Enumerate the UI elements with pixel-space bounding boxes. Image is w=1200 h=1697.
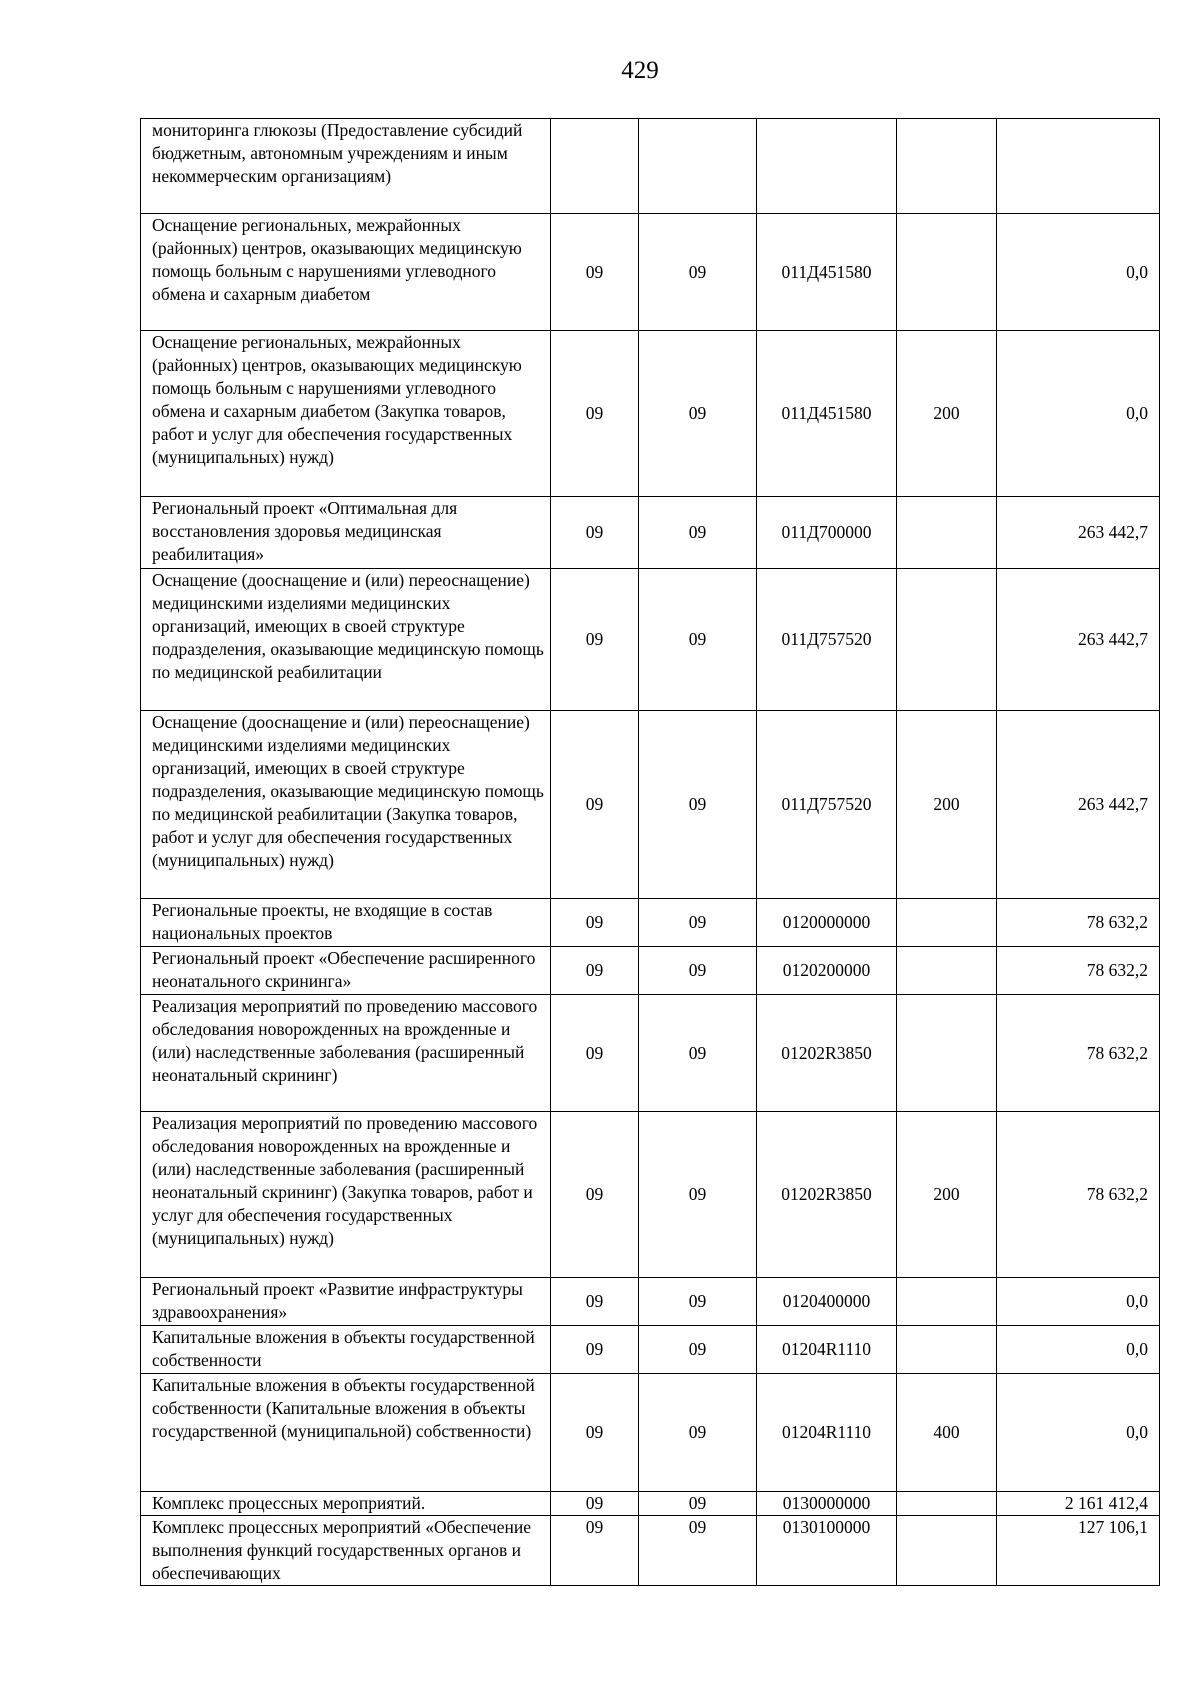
row-subsection: 09 [639, 497, 757, 569]
row-name: Оснащение региональных, межрайонных (районных) центров, оказывающих медицинскую помощь больным с нарушениями углеводного обмена и сахарным диабетом [141, 214, 551, 331]
row-subsection: 09 [639, 995, 757, 1112]
row-expense-type [897, 995, 997, 1112]
table-row [141, 899, 1160, 947]
table-row [141, 331, 1160, 497]
table-row [141, 947, 1160, 995]
row-sum: 0,0 [997, 1374, 1160, 1492]
table-row [141, 214, 1160, 331]
row-expense-type [897, 1492, 997, 1516]
row-name: Капитальные вложения в объекты государственной собственности [141, 1326, 551, 1374]
row-section: 09 [551, 1516, 639, 1586]
row-sum: 78 632,2 [997, 899, 1160, 947]
row-sum: 78 632,2 [997, 947, 1160, 995]
row-sum: 0,0 [997, 214, 1160, 331]
row-expense-type [897, 497, 997, 569]
table-row [141, 497, 1160, 569]
row-expense-type: 200 [897, 1112, 997, 1278]
table-row [141, 711, 1160, 899]
row-target-article: 011Д757520 [757, 711, 897, 899]
row-subsection: 09 [639, 569, 757, 711]
row-sum: 0,0 [997, 1326, 1160, 1374]
row-expense-type [897, 899, 997, 947]
row-subsection: 09 [639, 899, 757, 947]
row-sum: 2 161 412,4 [997, 1492, 1160, 1516]
row-target-article: 01202R3850 [757, 995, 897, 1112]
row-subsection: 09 [639, 947, 757, 995]
row-sum: 127 106,1 [997, 1516, 1160, 1586]
row-expense-type [897, 119, 997, 214]
row-subsection: 09 [639, 1112, 757, 1278]
row-target-article: 0120000000 [757, 899, 897, 947]
table-row [141, 1326, 1160, 1374]
row-section: 09 [551, 1492, 639, 1516]
row-target-article: 0120400000 [757, 1278, 897, 1326]
table-row [141, 1374, 1160, 1492]
row-section: 09 [551, 569, 639, 711]
row-name: Реализация мероприятий по проведению массового обследования новорожденных на врожденные и (или) наследственные заболевания (расширенный неонатальный скрининг) (Закупка товаров, работ и услуг для обеспечения государственных (муниципальных) нужд) [141, 1112, 551, 1278]
row-target-article: 011Д451580 [757, 331, 897, 497]
row-name: мониторинга глюкозы (Предоставление субсидий бюджетным, автономным учреждениям и иным некоммерческим организациям) [141, 119, 551, 214]
row-subsection: 09 [639, 1492, 757, 1516]
row-sum: 78 632,2 [997, 995, 1160, 1112]
row-name: Оснащение региональных, межрайонных (районных) центров, оказывающих медицинскую помощь больным с нарушениями углеводного обмена и сахарным диабетом (Закупка товаров, работ и услуг для обеспечения государственных (муниципальных) нужд) [141, 331, 551, 497]
row-section [551, 119, 639, 214]
row-section: 09 [551, 1326, 639, 1374]
row-expense-type: 200 [897, 331, 997, 497]
row-subsection: 09 [639, 331, 757, 497]
page-number: 429 [621, 57, 659, 84]
row-subsection: 09 [639, 1326, 757, 1374]
row-section: 09 [551, 899, 639, 947]
row-section: 09 [551, 331, 639, 497]
row-section: 09 [551, 995, 639, 1112]
row-target-article [757, 119, 897, 214]
row-target-article: 01204R1110 [757, 1326, 897, 1374]
row-target-article: 01204R1110 [757, 1374, 897, 1492]
row-sum: 263 442,7 [997, 497, 1160, 569]
row-section: 09 [551, 1112, 639, 1278]
row-section: 09 [551, 1278, 639, 1326]
row-expense-type [897, 947, 997, 995]
row-subsection: 09 [639, 1374, 757, 1492]
row-expense-type [897, 1278, 997, 1326]
table-row [141, 1516, 1160, 1586]
row-target-article: 0130000000 [757, 1492, 897, 1516]
row-name: Региональные проекты, не входящие в состав национальных проектов [141, 899, 551, 947]
row-section: 09 [551, 214, 639, 331]
row-name: Комплекс процессных мероприятий «Обеспечение выполнения функций государственных органов и обеспечивающих [141, 1516, 551, 1586]
row-sum: 263 442,7 [997, 711, 1160, 899]
table-row [141, 1278, 1160, 1326]
row-sum: 78 632,2 [997, 1112, 1160, 1278]
row-name: Капитальные вложения в объекты государственной собственности (Капитальные вложения в объекты государственной (муниципальной) собственности) [141, 1374, 551, 1492]
row-section: 09 [551, 1374, 639, 1492]
row-expense-type [897, 214, 997, 331]
row-subsection: 09 [639, 1278, 757, 1326]
row-sum: 0,0 [997, 1278, 1160, 1326]
row-expense-type: 400 [897, 1374, 997, 1492]
row-subsection [639, 119, 757, 214]
row-section: 09 [551, 711, 639, 899]
row-name: Оснащение (дооснащение и (или) переоснащение) медицинскими изделиями медицинских организаций, имеющих в своей структуре подразделения, оказывающие медицинскую помощь по медицинской реабилитации (Закупка товаров, работ и услуг для обеспечения государственных (муниципальных) нужд) [141, 711, 551, 899]
row-sum: 263 442,7 [997, 569, 1160, 711]
row-name: Реализация мероприятий по проведению массового обследования новорожденных на врожденные и (или) наследственные заболевания (расширенный неонатальный скрининг) [141, 995, 551, 1112]
row-name: Комплекс процессных мероприятий. [141, 1492, 551, 1516]
table-row [141, 1492, 1160, 1516]
table-row [141, 569, 1160, 711]
row-target-article: 011Д757520 [757, 569, 897, 711]
row-target-article: 011Д700000 [757, 497, 897, 569]
row-subsection: 09 [639, 711, 757, 899]
budget-table [140, 118, 1160, 1586]
row-subsection: 09 [639, 1516, 757, 1586]
table-row [141, 119, 1160, 214]
row-name: Оснащение (дооснащение и (или) переоснащение) медицинскими изделиями медицинских организаций, имеющих в своей структуре подразделения, оказывающие медицинскую помощь по медицинской реабилитации [141, 569, 551, 711]
row-expense-type: 200 [897, 711, 997, 899]
row-section: 09 [551, 947, 639, 995]
row-name: Региональный проект «Оптимальная для восстановления здоровья медицинская реабилитация» [141, 497, 551, 569]
row-name: Региональный проект «Обеспечение расширенного неонатального скрининга» [141, 947, 551, 995]
table-row [141, 995, 1160, 1112]
row-expense-type [897, 1516, 997, 1586]
row-target-article: 0120200000 [757, 947, 897, 995]
row-target-article: 01202R3850 [757, 1112, 897, 1278]
row-name: Региональный проект «Развитие инфраструктуры здравоохранения» [141, 1278, 551, 1326]
row-section: 09 [551, 497, 639, 569]
row-target-article: 0130100000 [757, 1516, 897, 1586]
row-expense-type [897, 569, 997, 711]
row-target-article: 011Д451580 [757, 214, 897, 331]
row-expense-type [897, 1326, 997, 1374]
table-row [141, 1112, 1160, 1278]
row-sum [997, 119, 1160, 214]
row-subsection: 09 [639, 214, 757, 331]
row-sum: 0,0 [997, 331, 1160, 497]
